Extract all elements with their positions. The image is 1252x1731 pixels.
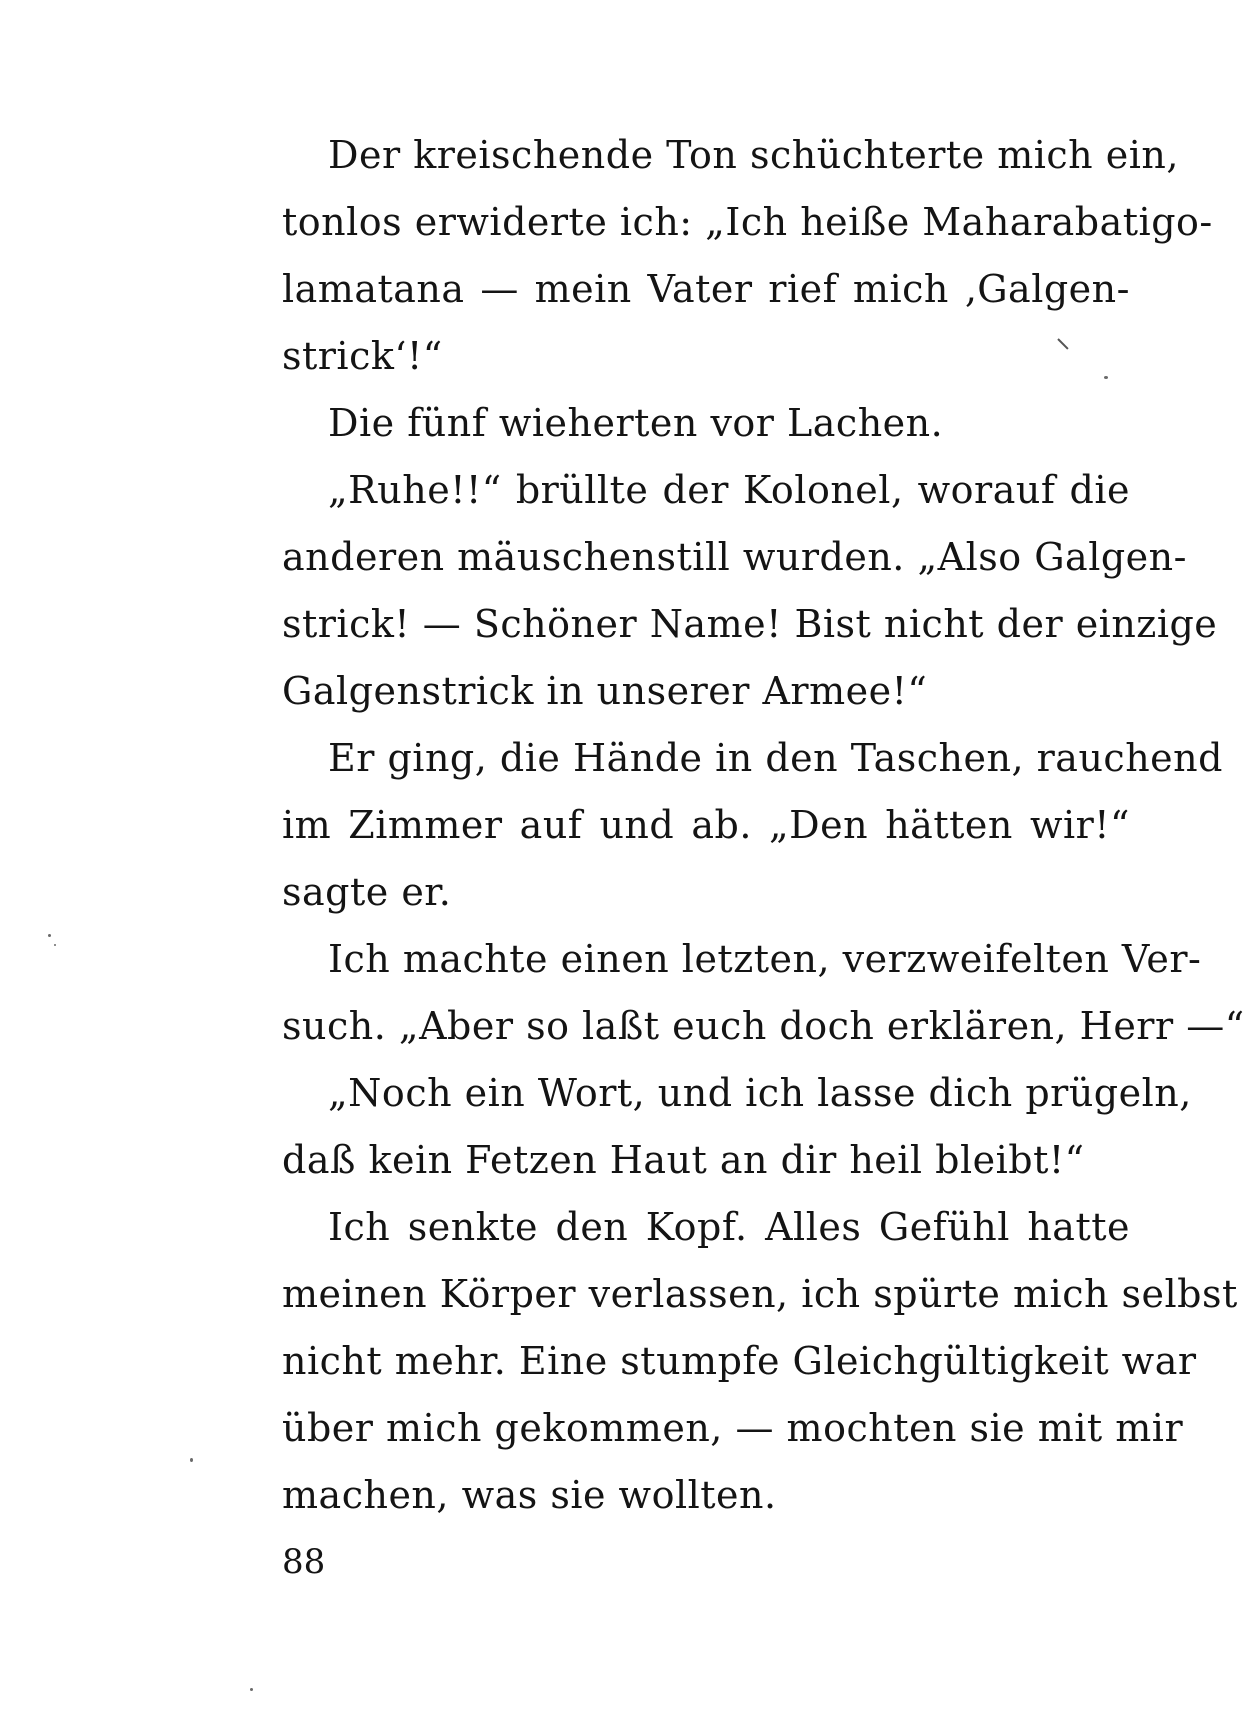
page-number: 88 (282, 1542, 326, 1582)
text-line: tonlos erwiderte ich: „Ich heiße Maharabatigo- (282, 200, 1213, 244)
text-line: strick! — Schöner Name! Bist nicht der einzige (282, 602, 1218, 646)
text-line: Ich machte einen letzten, verzweifelten Ver- (328, 937, 1202, 981)
text-line: Ich senkte den Kopf. Alles Gefühl hatte (328, 1205, 1130, 1249)
body-text (282, 122, 1245, 1529)
text-line: über mich gekommen, — mochten sie mit mir (282, 1406, 1184, 1450)
scan-speck (1104, 376, 1108, 379)
scan-speck (190, 1458, 193, 1462)
text-line: meinen Körper verlassen, ich spürte mich selbst (282, 1272, 1238, 1316)
text-line: im Zimmer auf und ab. „Den hätten wir!“ (282, 803, 1130, 847)
text-line: Er ging, die Hände in den Taschen, rauchend (328, 736, 1223, 780)
text-line: such. „Aber so laßt euch doch erklären, Herr —“ (282, 1004, 1245, 1048)
text-line: nicht mehr. Eine stumpfe Gleichgültigkeit war (282, 1339, 1197, 1383)
text-line: anderen mäuschenstill wurden. „Also Galgen- (282, 535, 1187, 579)
text-line: Die fünf wieherten vor Lachen. (328, 401, 944, 445)
text-line: sagte er. (282, 870, 452, 914)
scan-speck (54, 944, 56, 946)
text-line: Der kreischende Ton schüchterte mich ein, (328, 133, 1179, 177)
scan-speck (250, 1688, 253, 1691)
text-line: daß kein Fetzen Haut an dir heil bleibt!“ (282, 1138, 1085, 1182)
scan-speck (48, 934, 51, 937)
text-line: lamatana — mein Vater rief mich ‚Galgen- (282, 267, 1130, 311)
text-line: „Noch ein Wort, und ich lasse dich prügeln, (328, 1071, 1192, 1115)
text-line: machen, was sie wollten. (282, 1473, 777, 1517)
text-line: strick‘!“ (282, 334, 443, 378)
text-line: „Ruhe!!“ brüllte der Kolonel, worauf die (328, 468, 1130, 512)
text-line: Galgenstrick in unserer Armee!“ (282, 669, 928, 713)
